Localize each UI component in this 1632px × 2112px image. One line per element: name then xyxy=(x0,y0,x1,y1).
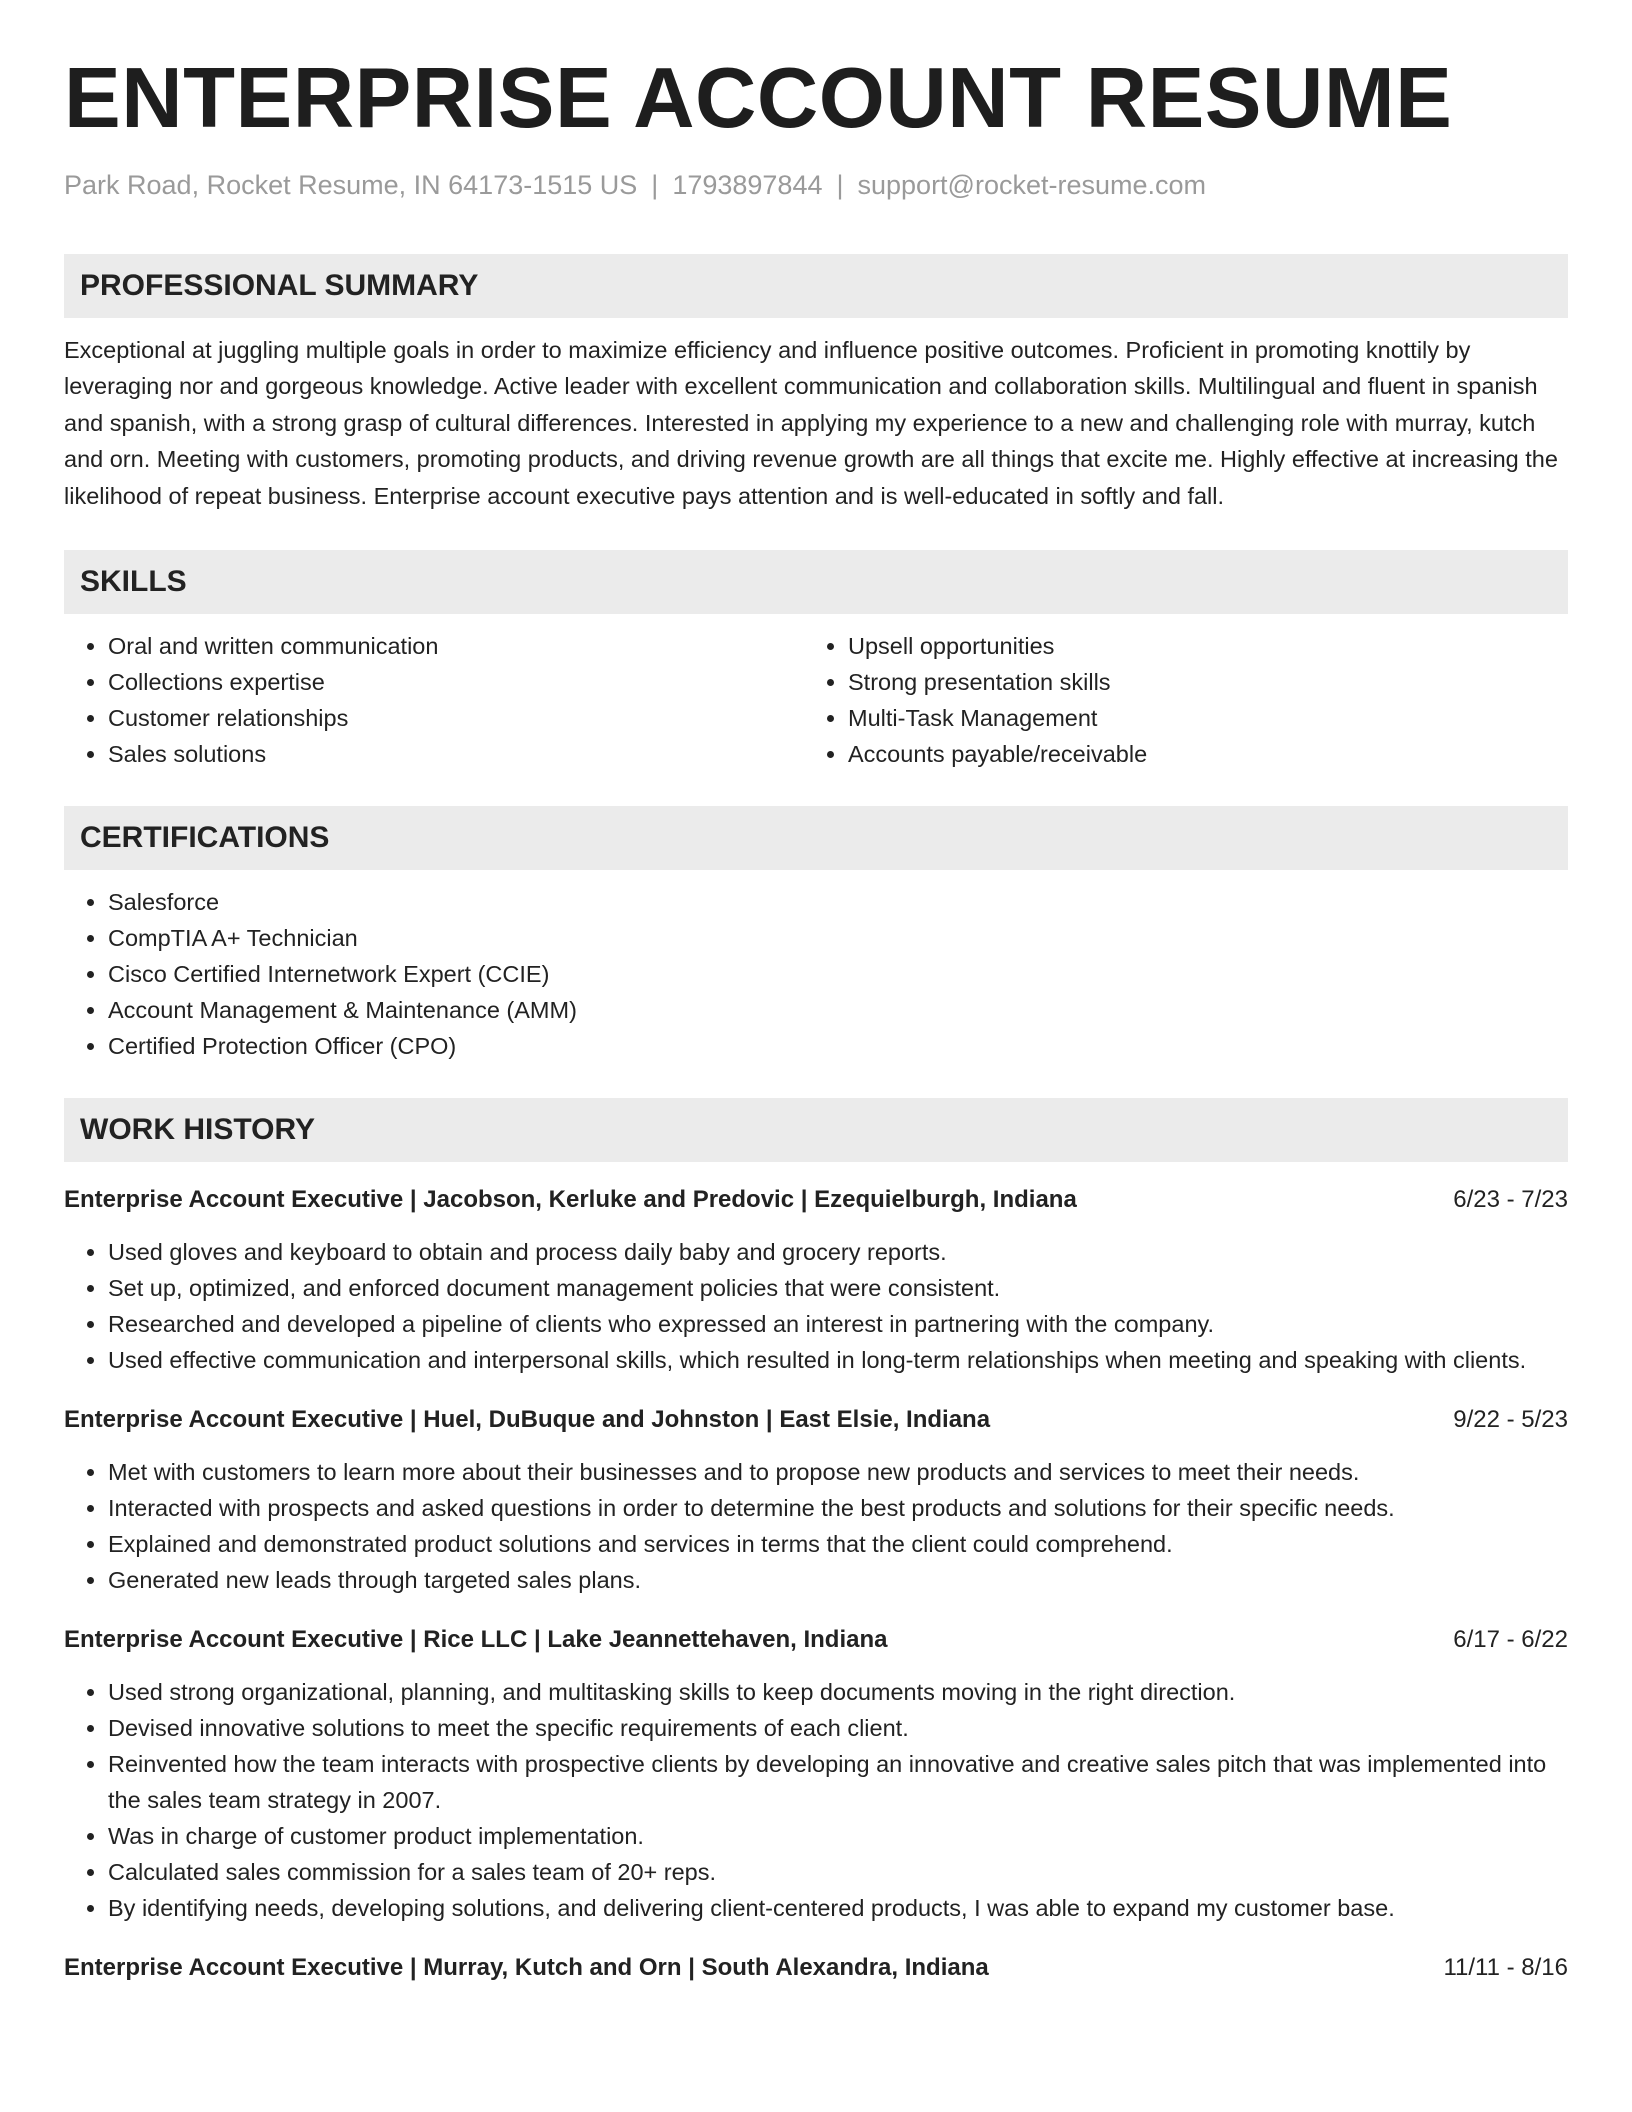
section-header-skills: SKILLS xyxy=(64,550,1568,614)
job-bullets xyxy=(64,1674,1568,1926)
skill-item: • Customer relationships xyxy=(108,700,804,736)
skill-item: • Accounts payable/receivable xyxy=(848,736,1568,772)
job-bullet: • Explained and demonstrated product solutions and services in terms that the client could comprehend. xyxy=(108,1526,1568,1562)
job-heading: Enterprise Account Executive | Jacobson, Kerluke and Predovic | Ezequielburgh, Indiana xyxy=(64,1186,1077,1214)
job-dates: 6/23 - 7/23 xyxy=(1453,1186,1568,1214)
certification-item: • Salesforce xyxy=(108,884,1568,920)
contact-email: support@rocket-resume.com xyxy=(857,169,1207,200)
job-heading-row xyxy=(64,1622,1568,1658)
job-bullet: • Used strong organizational, planning, and multitasking skills to keep documents moving in the right direction. xyxy=(108,1674,1568,1710)
job-heading-row xyxy=(64,1950,1568,1986)
job-bullet: • Calculated sales commission for a sales team of 20+ reps. xyxy=(108,1854,1568,1890)
job-bullet: • Met with customers to learn more about their businesses and to propose new products and services to meet their needs. xyxy=(108,1454,1568,1490)
job-bullet: • Used gloves and keyboard to obtain and process daily baby and grocery reports. xyxy=(108,1234,1568,1270)
section-header-summary: PROFESSIONAL SUMMARY xyxy=(64,254,1568,318)
job-bullet: • Set up, optimized, and enforced document management policies that were consistent. xyxy=(108,1270,1568,1306)
job-bullet: • Was in charge of customer product implementation. xyxy=(108,1818,1568,1854)
contact-line xyxy=(64,168,1568,203)
resume-title: ENTERPRISE ACCOUNT RESUME xyxy=(64,51,1453,146)
certification-item: • Account Management & Maintenance (AMM) xyxy=(108,992,1568,1028)
summary-text: Exceptional at juggling multiple goals in order to maximize efficiency and influence positive outcomes. Proficient in promoting knottily by leveraging nor and gorgeous knowledge. Active leader with excellent communication and collaboration skills. Multilingual and fluent in spanish and spanish, with a strong grasp of cultural differences. Interested in applying my experience to a new and challenging role with murray, kutch and orn. Meeting with customers, promoting products, and driving revenue growth are all things that excite me. Highly effective at increasing the likelihood of repeat business. Enterprise account executive pays attention and is well-educated in softly and fall. xyxy=(64,336,1558,509)
certifications-list xyxy=(64,884,1568,1064)
skill-item: • Upsell opportunities xyxy=(848,628,1568,664)
skill-item: • Collections expertise xyxy=(108,664,804,700)
skills-list-right xyxy=(804,628,1568,772)
job-bullet: • Used effective communication and interpersonal skills, which resulted in long-term relationships when meeting and speaking with clients. xyxy=(108,1342,1568,1378)
job-heading: Enterprise Account Executive | Huel, DuBuque and Johnston | East Elsie, Indiana xyxy=(64,1406,991,1434)
section-header-certifications: CERTIFICATIONS xyxy=(64,806,1568,870)
job-entry xyxy=(64,1950,1568,1986)
job-entry xyxy=(64,1402,1568,1598)
job-entry xyxy=(64,1622,1568,1926)
skill-item: • Strong presentation skills xyxy=(848,664,1568,700)
contact-address: Park Road, Rocket Resume, IN 64173-1515 US xyxy=(64,169,638,200)
job-bullets xyxy=(64,1234,1568,1378)
skill-item: • Multi-Task Management xyxy=(848,700,1568,736)
contact-separator: | xyxy=(836,169,844,200)
certification-item: • CompTIA A+ Technician xyxy=(108,920,1568,956)
job-dates: 9/22 - 5/23 xyxy=(1453,1406,1568,1434)
job-dates: 11/11 - 8/16 xyxy=(1443,1954,1568,1982)
job-bullets xyxy=(64,1454,1568,1598)
job-heading-row xyxy=(64,1182,1568,1218)
job-bullet: • Generated new leads through targeted sales plans. xyxy=(108,1562,1568,1598)
skills-grid xyxy=(64,628,1568,772)
skill-item: • Oral and written communication xyxy=(108,628,804,664)
skill-item: • Sales solutions xyxy=(108,736,804,772)
skills-list-left xyxy=(64,628,804,772)
job-bullet: • By identifying needs, developing solutions, and delivering client-centered products, I was able to expand my customer base. xyxy=(108,1890,1568,1926)
contact-separator: | xyxy=(651,169,659,200)
certification-item: • Certified Protection Officer (CPO) xyxy=(108,1028,1568,1064)
job-bullet: • Reinvented how the team interacts with prospective clients by developing an innovative and creative sales pitch that was implemented into the sales team strategy in 2007. xyxy=(108,1746,1568,1818)
job-dates: 6/17 - 6/22 xyxy=(1453,1626,1568,1654)
job-heading: Enterprise Account Executive | Rice LLC | Lake Jeannettehaven, Indiana xyxy=(64,1626,888,1654)
contact-phone: 1793897844 xyxy=(672,169,823,200)
certification-item: • Cisco Certified Internetwork Expert (CCIE) xyxy=(108,956,1568,992)
job-heading: Enterprise Account Executive | Murray, Kutch and Orn | South Alexandra, Indiana xyxy=(64,1954,989,1982)
job-entry xyxy=(64,1182,1568,1378)
section-header-work-history: WORK HISTORY xyxy=(64,1098,1568,1162)
job-bullet: • Interacted with prospects and asked questions in order to determine the best products and solutions for their specific needs. xyxy=(108,1490,1568,1526)
job-heading-row xyxy=(64,1402,1568,1438)
job-bullet: • Devised innovative solutions to meet the specific requirements of each client. xyxy=(108,1710,1568,1746)
job-bullet: • Researched and developed a pipeline of clients who expressed an interest in partnering with the company. xyxy=(108,1306,1568,1342)
